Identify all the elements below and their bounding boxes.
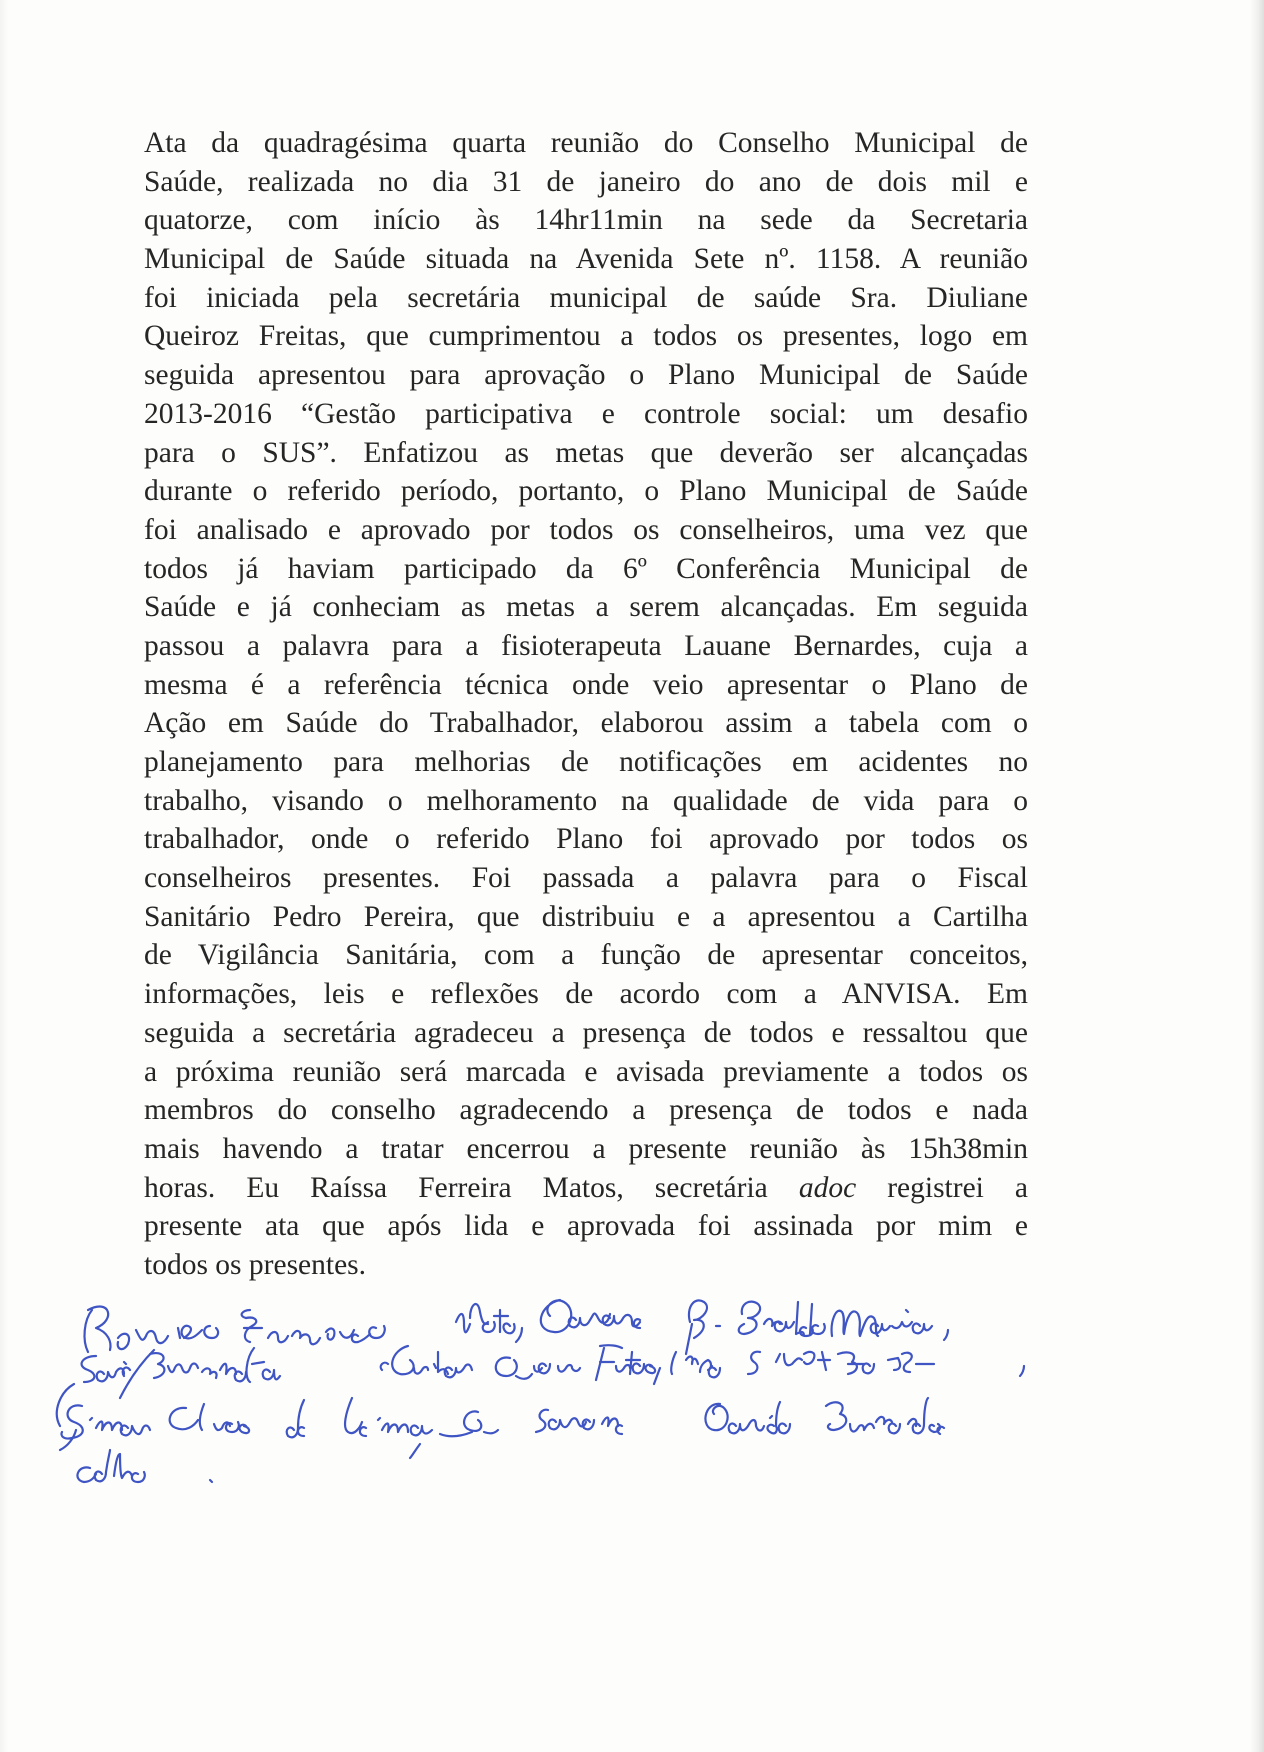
text-line: quatorze, com início às 14hr11min na sede da Secretaria xyxy=(144,204,1028,237)
text-line: Saúde, realizada no dia 31 de janeiro do ano de dois mil e xyxy=(144,165,1028,198)
text-line: planejamento para melhorias de notificações em acidentes no xyxy=(144,746,1028,778)
text-line: 2013-2016 “Gestão participativa e controle social: um desafio xyxy=(144,397,1028,430)
text-line: conselheiros presentes. Foi passada a palavra para o Fiscal xyxy=(144,862,1028,895)
signature-raissa xyxy=(85,1300,948,1354)
text-line: membros do conselho agradecendo a presença de todos e nada xyxy=(144,1094,1028,1127)
text-line: durante o referido período, portanto, o Plano Municipal de Saúde xyxy=(144,475,1028,508)
text-line: passou a palavra para a fisioterapeuta Lauane Bernardes, cuja a xyxy=(144,629,1028,662)
text-line: Sanitário Pedro Pereira, que distribuiu e a apresentou a Cartilha xyxy=(144,900,1028,933)
text-line: trabalhador, onde o referido Plano foi aprovado por todos os xyxy=(144,823,1028,856)
signature-coelho xyxy=(77,1450,212,1482)
text-line-secretary xyxy=(144,1169,1028,1208)
signatures-drawing xyxy=(0,1280,1264,1530)
text-line: trabalho, visando o melhoramento na qualidade de vida para o xyxy=(144,784,1028,817)
text-line: de Vigilância Sanitária, com a função de apresentar conceitos, xyxy=(144,939,1028,972)
text-line: todos já haviam participado da 6º Conferência Municipal de xyxy=(144,552,1028,585)
adoc-italic: adoc xyxy=(798,1171,857,1204)
text-fragment: registrei a xyxy=(856,1171,1028,1204)
text-line: mesma é a referência técnica onde veio apresentar o Plano de xyxy=(144,668,1028,701)
text-line: presente ata que após lida e aprovada foi assinada por mim e xyxy=(144,1210,1028,1243)
text-line: Ata da quadragésima quarta reunião do Conselho Municipal de xyxy=(144,127,1028,159)
meeting-minutes-text xyxy=(144,124,1028,1285)
text-line-final: todos os presentes. xyxy=(144,1248,367,1281)
text-line: a próxima reunião será marcada e avisada previamente a todos os xyxy=(144,1055,1028,1088)
text-line: foi analisado e aprovado por todos os conselheiros, uma vez que xyxy=(144,513,1028,546)
text-line: informações, leis e reflexões de acordo com a ANVISA. Em xyxy=(144,978,1028,1011)
text-line: mais havendo a tratar encerrou a presente reunião às 15h38min xyxy=(144,1132,1028,1165)
text-line: Municipal de Saúde situada na Avenida Sete nº. 1158. A reunião xyxy=(144,243,1028,276)
text-fragment: horas. Eu Raíssa Ferreira Matos, secretária xyxy=(144,1171,799,1204)
signature-sonia xyxy=(82,1345,1024,1398)
text-line: para o SUS”. Enfatizou as metas que deverão ser alcançadas xyxy=(144,436,1028,469)
handwritten-signatures xyxy=(0,1280,1264,1530)
text-line: Queiroz Freitas, que cumprimentou a todos os presentes, logo em xyxy=(144,320,1028,353)
text-line: seguida apresentou para aprovação o Plano Municipal de Saúde xyxy=(144,359,1028,392)
text-line: Ação em Saúde do Trabalhador, elaborou assim a tabela com o xyxy=(144,707,1028,740)
text-line: foi iniciada pela secretária municipal de saúde Sra. Diuliane xyxy=(144,281,1028,314)
text-line: Saúde e já conheciam as metas a serem alcançadas. Em seguida xyxy=(144,591,1028,624)
signature-simone xyxy=(57,1384,944,1458)
text-line: seguida a secretária agradeceu a presença de todos e ressaltou que xyxy=(144,1016,1028,1049)
